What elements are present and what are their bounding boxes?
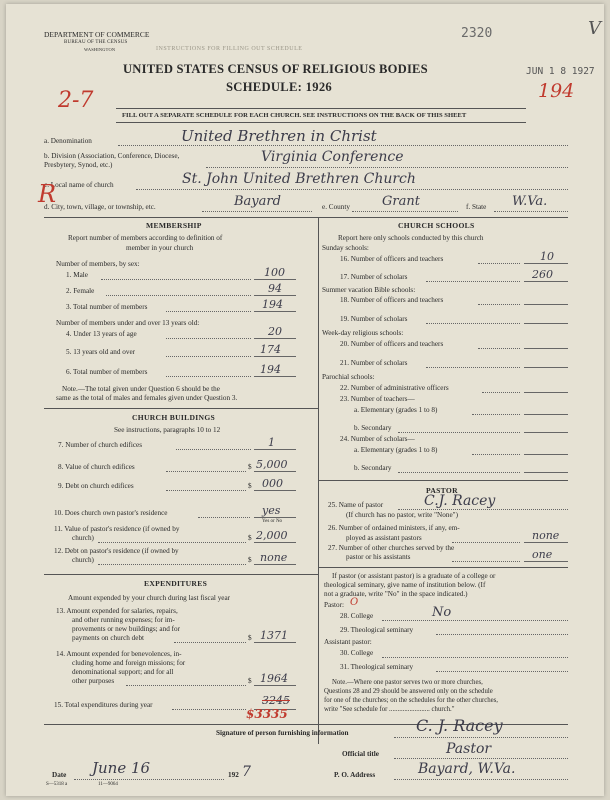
q18-label: 18. Number of officers and teachers xyxy=(340,296,444,304)
buildings-rule xyxy=(44,574,318,575)
city-value: Bayard xyxy=(234,194,281,209)
q24a-label: a. Elementary (grades 1 to 8) xyxy=(354,446,438,454)
header-rule-bottom xyxy=(116,122,526,123)
q16-value: 10 xyxy=(540,250,554,263)
state-value: W.Va. xyxy=(512,194,548,209)
q30-label: 30. College xyxy=(340,649,374,657)
local-name-label: c. Local name of church xyxy=(44,181,114,189)
county-value: Grant xyxy=(382,194,420,209)
q24-label: 24. Number of scholars— xyxy=(340,435,415,443)
q14-line3: denominational support; and for all xyxy=(72,668,174,676)
schools-heading: CHURCH SCHOOLS xyxy=(398,221,475,230)
q12-dollar: $ xyxy=(248,556,252,564)
census-schedule-page xyxy=(6,4,604,796)
q23b-leader xyxy=(398,432,520,433)
q13-line4: payments on church debt xyxy=(72,634,145,642)
q6-field xyxy=(254,376,296,377)
q4-leader xyxy=(166,338,251,339)
q27-label-b: pastor or his assistants xyxy=(346,553,411,561)
form-number: S—5318 a xyxy=(46,782,68,787)
q7-label: 7. Number of church edifices xyxy=(58,441,143,449)
pastor-sub-label: Pastor: xyxy=(324,601,344,609)
q5-label: 5. 13 years old and over xyxy=(66,348,136,356)
expenditures-sub: Amount expended by your church during last fiscal year xyxy=(68,594,231,602)
q25-hint: (If church has no pastor, write "None") xyxy=(346,511,458,519)
q16-label: 16. Number of officers and teachers xyxy=(340,255,444,263)
q11-field xyxy=(254,542,296,543)
pastor-note3: for one of the churches; on the schedules for the other churches, xyxy=(324,697,499,704)
q3-value: 194 xyxy=(262,298,283,311)
official-title-value: Pastor xyxy=(446,741,492,757)
q22-field xyxy=(524,392,568,393)
q7-field xyxy=(254,449,296,450)
date-value: June 16 xyxy=(92,759,151,777)
q27-label-a: 27. Number of other churches served by the xyxy=(328,544,455,552)
q27-leader xyxy=(452,561,520,562)
q21-field xyxy=(524,367,568,368)
summer-label: Summer vacation Bible schools: xyxy=(322,286,416,294)
q14-line1: 14. Amount expended for benevolences, in- xyxy=(56,650,182,658)
q19-label: 19. Number of scholars xyxy=(340,315,408,323)
margin-mark: R xyxy=(38,180,57,208)
q26-label-b: ployed as assistant pastors xyxy=(346,534,422,542)
q18-leader xyxy=(478,304,520,305)
yes-no-hint: Yes or No xyxy=(262,519,283,524)
q15-label: 15. Total expenditures during year xyxy=(54,701,153,709)
membership-sub1: Report number of members according to definition of xyxy=(68,234,223,242)
q2-label: 2. Female xyxy=(66,287,95,295)
q14-leader xyxy=(126,685,246,686)
handwritten-code: 2-7 xyxy=(58,88,94,113)
official-title-label: Official title xyxy=(342,750,379,758)
q13-value: 1371 xyxy=(260,629,288,642)
q20-field xyxy=(524,348,568,349)
q2-leader xyxy=(106,295,251,296)
po-address-line xyxy=(394,779,568,780)
local-name-value: St. John United Brethren Church xyxy=(182,171,416,187)
po-address-label: P. O. Address xyxy=(334,771,376,779)
q9-leader xyxy=(166,490,246,491)
q13-line1: 13. Amount expended for salaries, repairs, xyxy=(56,607,178,615)
signature-value: C. J. Racey xyxy=(416,716,503,735)
city-label: d. City, town, village, or township, etc. xyxy=(44,203,156,211)
division-label: b. Division (Association, Conference, Diocese, Presbytery, Synod, etc.) xyxy=(44,152,180,169)
q29-line xyxy=(436,634,568,635)
q25-value: C.J. Racey xyxy=(424,493,496,509)
sunday-label: Sunday schools: xyxy=(322,244,369,252)
signature-line xyxy=(394,737,568,738)
q13-line3: provements or new buildings; and for xyxy=(72,625,180,633)
q23-label: 23. Number of teachers— xyxy=(340,395,415,403)
q5-leader xyxy=(166,356,251,357)
q5-value: 174 xyxy=(260,343,281,356)
pastor-note1: Note.—Where one pastor serves two or more churches, xyxy=(332,679,483,686)
section-top-rule xyxy=(44,217,568,218)
q14-value: 1964 xyxy=(260,672,288,685)
q20-label: 20. Number of officers and teachers xyxy=(340,340,444,348)
denomination-line xyxy=(118,145,568,146)
q31-line xyxy=(436,671,568,672)
q23b-field xyxy=(524,432,568,433)
q10-label: 10. Does church own pastor's residence xyxy=(54,509,168,517)
buildings-sub: See instructions, paragraphs 10 to 12 xyxy=(114,426,221,434)
q1-field xyxy=(254,279,296,280)
q19-leader xyxy=(426,323,520,324)
membership-heading: MEMBERSHIP xyxy=(146,221,202,230)
q24b-field xyxy=(524,472,568,473)
q15-corrected-value: $3335 xyxy=(246,707,288,721)
q17-label: 17. Number of scholars xyxy=(340,273,408,281)
q12-field xyxy=(254,564,296,565)
q21-label: 21. Number of scholars xyxy=(340,359,408,367)
q15-leader xyxy=(172,709,246,710)
q12-label-a: 12. Debt on pastor's residence (if owned by xyxy=(54,547,179,555)
city-name: WASHINGTON xyxy=(84,47,116,52)
q16-field xyxy=(524,263,568,264)
pastor-rule xyxy=(318,567,568,568)
q24b-leader xyxy=(398,472,520,473)
q30-line xyxy=(382,657,568,658)
print-number: 11—9064 xyxy=(98,782,118,787)
po-address-value: Bayard, W.Va. xyxy=(418,761,516,777)
q13-leader xyxy=(174,642,246,643)
corner-check-mark: V xyxy=(588,18,601,39)
denomination-value: United Brethren in Christ xyxy=(181,127,377,145)
q10-leader xyxy=(198,517,250,518)
q11-leader xyxy=(98,542,246,543)
state-line xyxy=(494,211,568,212)
county-label: e. County xyxy=(322,203,350,211)
graduate-line3: not a graduate, write "No" in the space indicated.) xyxy=(324,590,468,598)
q26-leader xyxy=(452,542,520,543)
q23a-label: a. Elementary (grades 1 to 8) xyxy=(354,406,438,414)
pastor-check-mark: O xyxy=(350,597,359,608)
q9-value: 000 xyxy=(262,477,283,490)
q11-value: 2,000 xyxy=(256,529,288,542)
county-line xyxy=(352,211,458,212)
date-line xyxy=(74,779,224,780)
department-name: DEPARTMENT OF COMMERCE xyxy=(44,30,150,39)
city-line xyxy=(202,211,312,212)
membership-sub2: member in your church xyxy=(126,244,194,252)
q6-leader xyxy=(166,376,251,377)
q4-value: 20 xyxy=(268,325,282,338)
q1-label: 1. Male xyxy=(66,271,88,279)
q11-label-a: 11. Value of pastor's residence (if owned by xyxy=(54,525,180,533)
q20-leader xyxy=(478,348,520,349)
q8-field xyxy=(254,471,296,472)
division-value: Virginia Conference xyxy=(261,149,404,165)
q3-label: 3. Total number of members xyxy=(66,303,148,311)
q12-value: none xyxy=(260,551,288,564)
q26-field xyxy=(524,542,568,543)
year-prefix: 192 xyxy=(228,771,239,779)
membership-rule xyxy=(44,408,318,409)
q16-leader xyxy=(478,263,520,264)
q23b-label: b. Secondary xyxy=(354,424,392,432)
q15-struck-value: 3245 xyxy=(262,694,290,707)
q6-label: 6. Total number of members xyxy=(66,368,148,376)
q24a-leader xyxy=(472,454,520,455)
q26-value: none xyxy=(532,529,560,542)
q3-field xyxy=(254,311,296,312)
graduate-line1: If pastor (or assistant pastor) is a graduate of a college or xyxy=(332,572,496,580)
q10-field xyxy=(254,517,296,518)
q14-dollar: $ xyxy=(248,677,252,685)
q11-dollar: $ xyxy=(248,534,252,542)
q29-label: 29. Theological seminary xyxy=(340,626,414,634)
q5-field xyxy=(254,356,296,357)
q27-value: one xyxy=(532,548,553,561)
under-over-label: Number of members under and over 13 years old: xyxy=(56,319,200,327)
q1-value: 100 xyxy=(264,266,285,279)
q24a-field xyxy=(524,454,568,455)
column-divider xyxy=(318,218,319,744)
q14-line2: cluding home and foreign missions; for xyxy=(72,659,186,667)
graduate-line2: theological seminary, give name of institution below. (If xyxy=(324,581,486,589)
q4-field xyxy=(254,338,296,339)
q17-value: 260 xyxy=(532,268,553,281)
division-line xyxy=(206,167,568,168)
q28-value: No xyxy=(432,605,452,620)
number-stamp: 2320 xyxy=(461,26,493,41)
q2-field xyxy=(254,295,296,296)
date-label: Date xyxy=(52,771,67,779)
q28-label: 28. College xyxy=(340,612,374,620)
q13-field xyxy=(254,642,296,643)
q14-field xyxy=(254,685,296,686)
q8-label: 8. Value of church edifices xyxy=(58,463,135,471)
q14-line4: other purposes xyxy=(72,677,115,685)
assistant-label: Assistant pastor: xyxy=(324,638,372,646)
q10-value: yes xyxy=(262,504,281,517)
q4-label: 4. Under 13 years of age xyxy=(66,330,137,338)
local-name-line xyxy=(136,189,568,190)
q26-label-a: 26. Number of ordained ministers, if any, em- xyxy=(328,524,460,532)
q24b-label: b. Secondary xyxy=(354,464,392,472)
q8-value: 5,000 xyxy=(256,458,288,471)
official-title-line xyxy=(394,758,568,759)
q9-dollar: $ xyxy=(248,482,252,490)
schedule-title: SCHEDULE: 1926 xyxy=(226,80,333,94)
q13-dollar: $ xyxy=(248,634,252,642)
date-received-stamp: JUN 1 8 1927 xyxy=(526,66,595,77)
q9-label: 9. Debt on church edifices xyxy=(58,482,134,490)
membership-note1: Note.—The total given under Question 6 should be the xyxy=(62,385,220,393)
q23a-field xyxy=(524,414,568,415)
q6-value: 194 xyxy=(260,363,281,376)
q12-leader xyxy=(98,564,246,565)
q18-field xyxy=(524,304,568,305)
schools-rule xyxy=(318,480,568,481)
q31-label: 31. Theological seminary xyxy=(340,663,414,671)
weekday-label: Week-day religious schools: xyxy=(322,329,404,337)
faint-line: INSTRUCTIONS FOR FILLING OUT SCHEDULE xyxy=(156,46,303,52)
q11-label-b: church) xyxy=(72,534,94,542)
membership-note2: same as the total of males and females given under Question 3. xyxy=(56,394,238,402)
q9-field xyxy=(254,490,296,491)
year-handwritten: 7 xyxy=(242,764,251,780)
header-rule-top xyxy=(116,108,526,109)
denomination-label: a. Denomination xyxy=(44,137,92,145)
q25-line xyxy=(398,509,568,510)
q21-leader xyxy=(426,367,520,368)
q22-label: 22. Number of administrative officers xyxy=(340,384,449,392)
by-sex-label: Number of members, by sex: xyxy=(56,260,140,268)
bureau-name: BUREAU OF THE CENSUS xyxy=(64,40,128,45)
q17-field xyxy=(524,281,568,282)
parochial-label: Parochial schools: xyxy=(322,373,375,381)
q27-field xyxy=(524,561,568,562)
q22-leader xyxy=(482,392,520,393)
pastor-note2: Questions 28 and 29 should be answered only on the schedule xyxy=(324,688,493,695)
q8-dollar: $ xyxy=(248,463,252,471)
q23a-leader xyxy=(472,414,520,415)
buildings-heading: CHURCH BUILDINGS xyxy=(132,413,216,422)
form-title: UNITED STATES CENSUS OF RELIGIOUS BODIES xyxy=(123,62,428,76)
q8-leader xyxy=(166,471,246,472)
q19-field xyxy=(524,323,568,324)
state-label: f. State xyxy=(466,203,487,211)
q28-line xyxy=(382,620,568,621)
pastor-heading: PASTOR xyxy=(426,486,458,495)
q13-line2: and other running expenses; for im- xyxy=(72,616,175,624)
q3-leader xyxy=(166,311,251,312)
schools-sub: Report here only schools conducted by this church xyxy=(338,234,484,242)
expenditures-heading: EXPENDITURES xyxy=(144,579,208,588)
q12-label-b: church) xyxy=(72,556,94,564)
q25-label: 25. Name of pastor xyxy=(328,501,384,509)
q17-leader xyxy=(426,281,520,282)
q1-leader xyxy=(101,279,251,280)
q7-value: 1 xyxy=(268,436,275,449)
q2-value: 94 xyxy=(268,282,282,295)
instructions-line: FILL OUT A SEPARATE SCHEDULE FOR EACH CHURCH. SEE INSTRUCTIONS ON THE BACK OF THIS SHEET xyxy=(122,112,467,119)
q7-leader xyxy=(176,449,251,450)
pastor-note4: write "See schedule for ........................ church." xyxy=(324,706,455,713)
handwritten-total: 194 xyxy=(538,80,575,102)
signature-label: Signature of person furnishing information xyxy=(216,729,349,737)
